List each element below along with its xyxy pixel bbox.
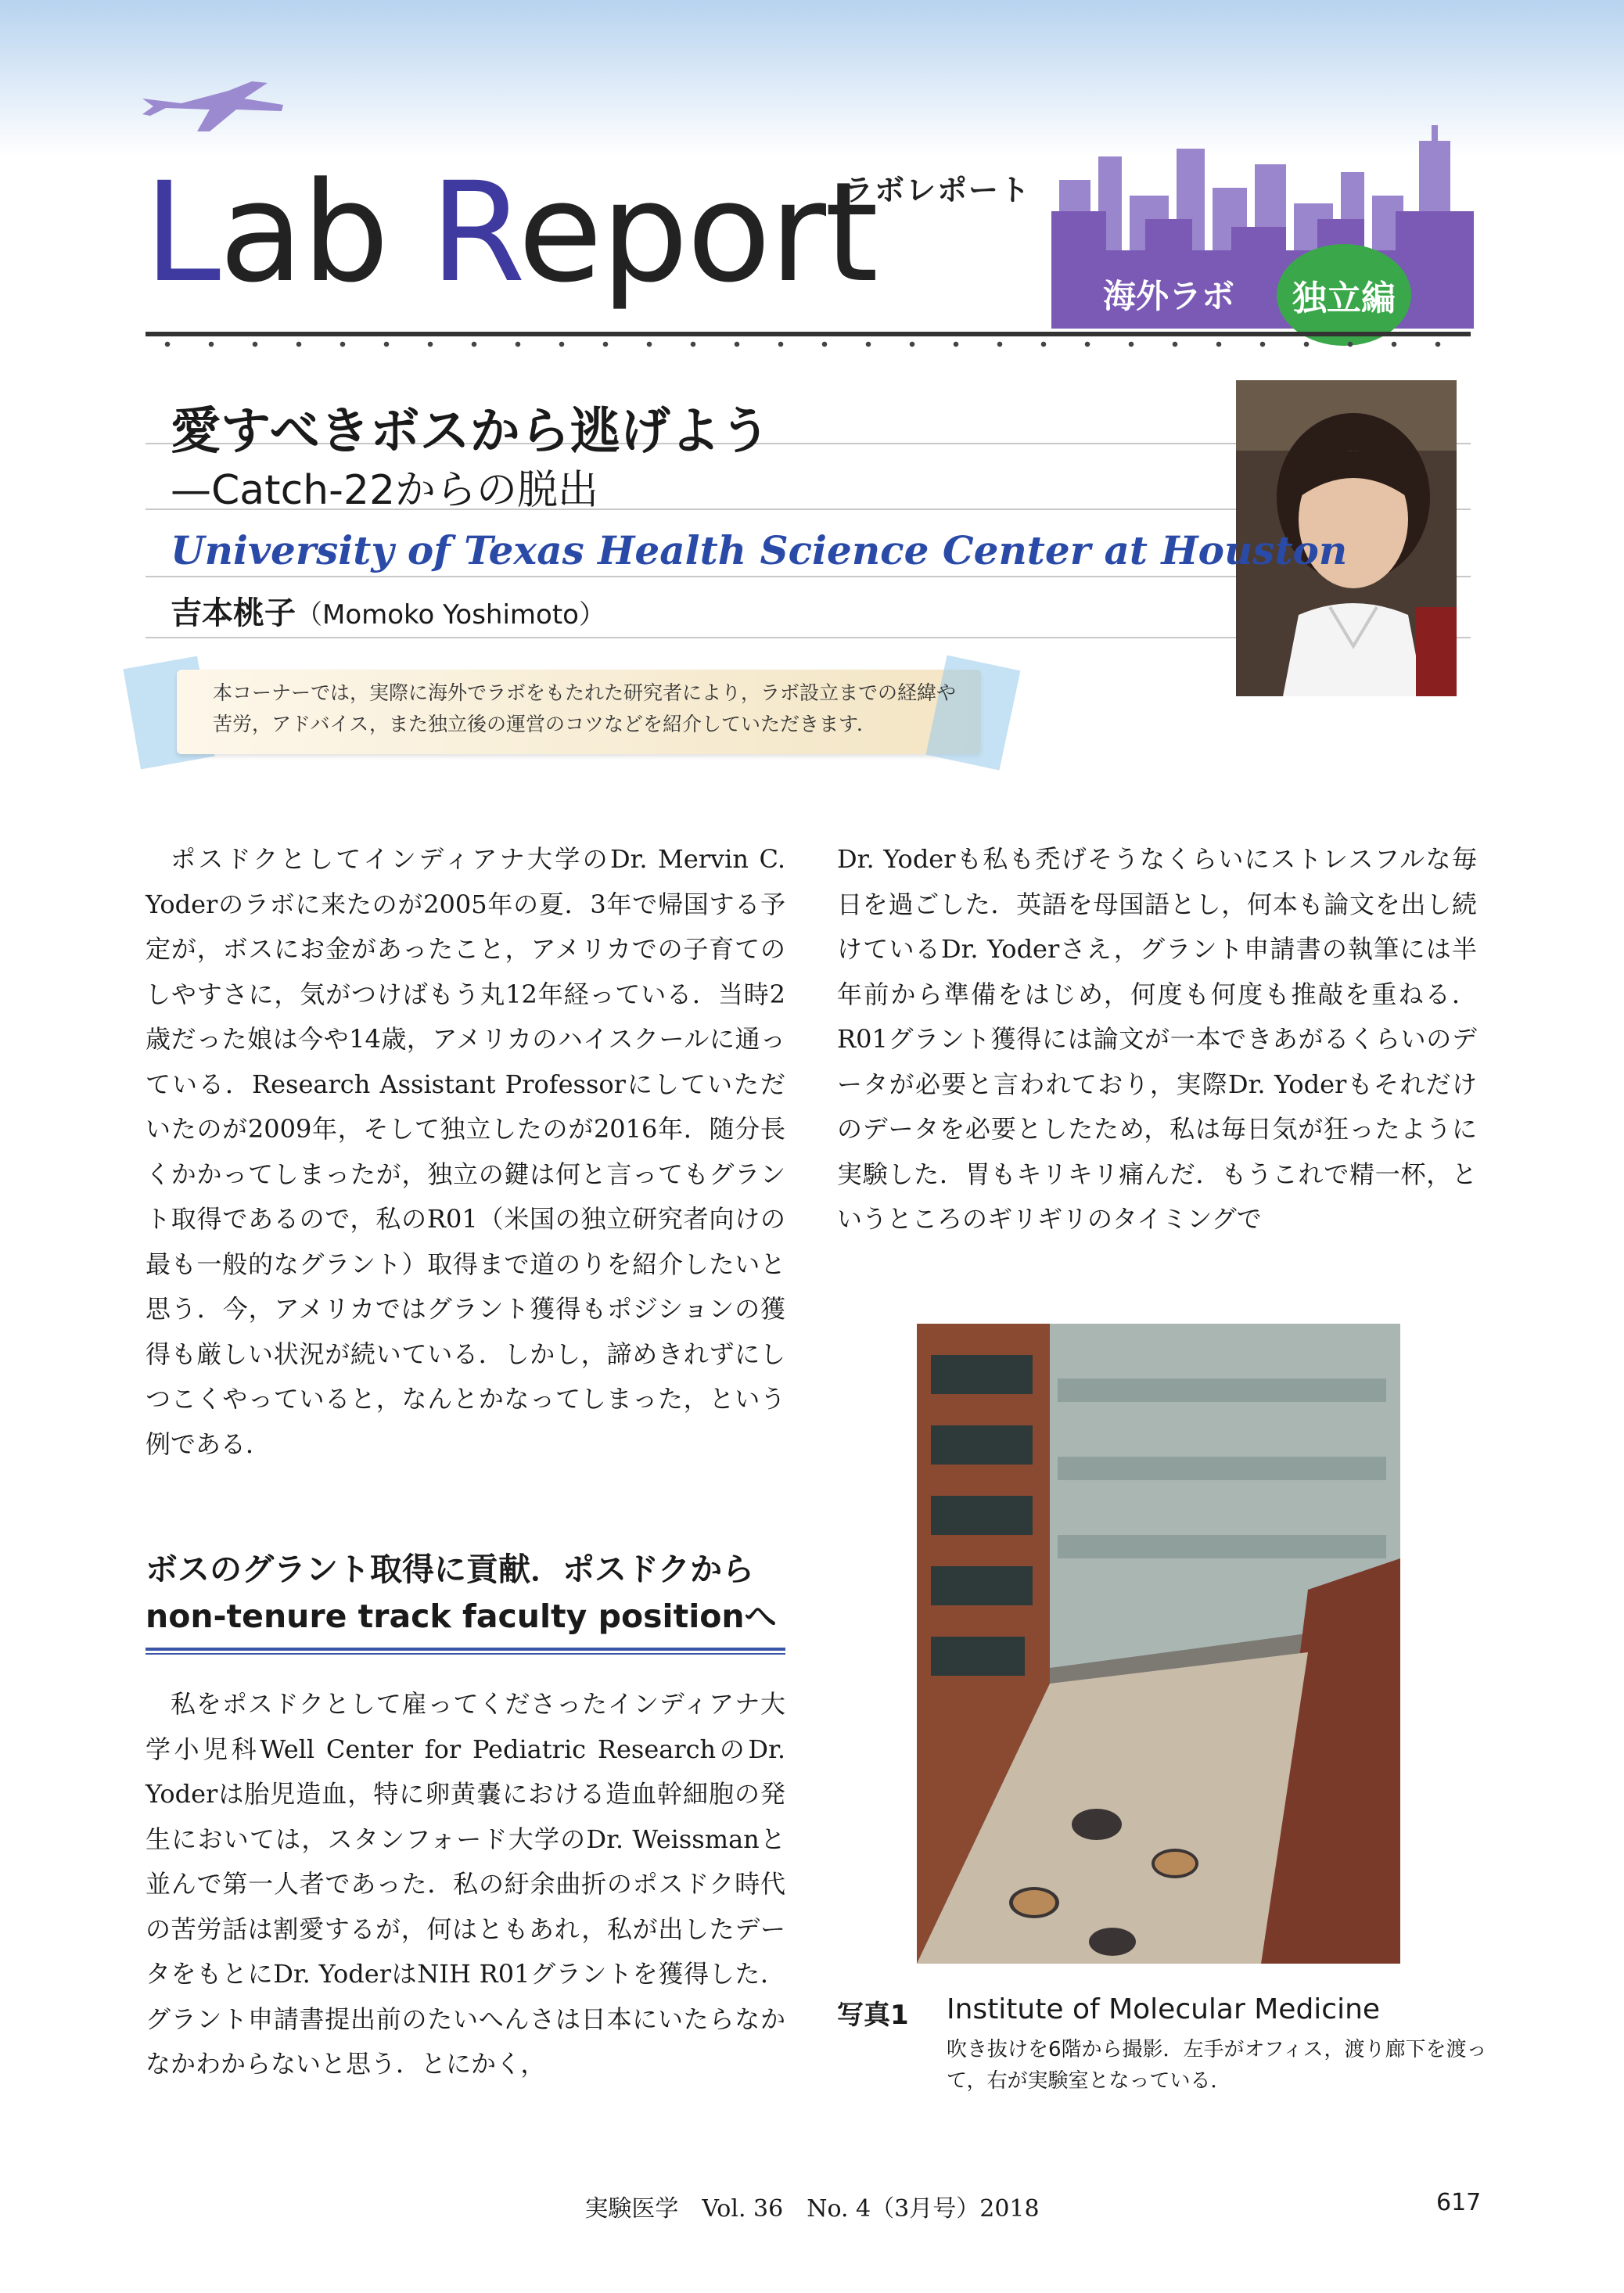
article-subtitle: —Catch-22からの脱出 — [171, 467, 599, 514]
journal-footer: 実験医学 Vol. 36 No. 4（3月号）2018 — [584, 2195, 1040, 2223]
body-paragraph: ポスドクとしてインディアナ大学のDr. Mervin C. Yoderのラボに来たのが2005年の夏．3年で帰国する予定が，ボスにお金があったこと，アメリカでの子育てのしやすさに，気がつけばもう丸12年経っている．当時2歳だった娘は今や14歳，アメリカのハイスクールに通っている．Research Assistant Professorにしていただいたのが2009年，そして独立したのが2016年．随分長くかかってしまったが，独立の鍵は何と言ってもグラント取得であるので，私のR01（米国の独立研究者向けの最も一般的なグラント）取得まで道のりを紹介したいと思う．今，アメリカではグラント獲得もポジションの獲得も厳しい状況が続いている．しかし，諦めきれずにしつこくやっていると，なんとかなってしまった，という例である． — [146, 844, 785, 1459]
header-rule — [146, 332, 1471, 336]
header-dotted-rule — [146, 341, 1471, 347]
body-paragraph: 私をポスドクとして雇ってくださったインディアナ大学小児科Well Center for Pediatric ResearchのDr. Yoderは胎児造血，特に卵黄嚢における造血幹細胞の発生においては，スタンフォード大学のDr. Weissmanと並んで第一人者であった．私の紆余曲折のポスドク時代の苦労話は割愛するが，何はともあれ，私が出したデータをもとにDr. YoderはNIH R01グラントを獲得した．グラント申請書提出前のたいへんさは日本にいたらなかなかわからないと思う．とにかく， — [146, 1689, 785, 2079]
section-rule — [146, 1648, 785, 1651]
lab-report-kana: ラボレポート — [843, 173, 1032, 207]
body-column-right: Dr. Yoderも私も禿げそうなくらいにストレスフルな毎日を過ごした．英語を母国語とし，何本も論文を出し続けているDr. Yoderさえ，グラント申請書の執筆には半年前から準備をはじめ，何度も何度も推敲を重ねる．R01グラント獲得には論文が一本できあがるくらいのデータが必要と言われており，実際Dr. Yoderもそれだけのデータを必要としたため，私は毎日気が狂ったように実験した．胃もキリキリ痛んだ．もうこれで精一杯，というところのギリギリのタイミングで — [837, 844, 1477, 1234]
figure-label: 写真1 — [837, 2000, 909, 2031]
body-column-left — [146, 837, 785, 1467]
series-badge: 独立編 — [1277, 244, 1411, 346]
series-label: 海外ラボ — [1103, 277, 1235, 315]
page-number: 617 — [1436, 2189, 1482, 2216]
intro-text: 本コーナーでは，実際に海外でラボをもたれた研究者により，ラボ設立までの経緯や苦労，アドバイス，また独立後の運営のコツなどを紹介していただきます． — [213, 681, 957, 735]
author-name-ja: 吉本桃子 — [171, 595, 296, 631]
author-name-en: （Momoko Yoshimoto） — [296, 599, 605, 631]
atrium-photo — [917, 1324, 1400, 1964]
section-heading: ボスのグラント取得に貢献．ポスドクから non-tenure track faculty positionへ — [146, 1551, 777, 1635]
figure-caption: 吹き抜けを6階から撮影．左手がオフィス，渡り廊下を渡って，右が実験室となっている． — [947, 2038, 1487, 2093]
institution-name: University of Texas Health Science Center at Houston — [171, 527, 1348, 573]
author-name — [171, 588, 605, 633]
airplane-icon — [135, 67, 291, 146]
body-column-left-lower — [146, 1682, 785, 2087]
lab-report-logo: Lab Report — [144, 153, 878, 313]
figure-title: Institute of Molecular Medicine — [947, 1993, 1381, 2025]
section-rule — [146, 1653, 785, 1655]
article-title: 愛すべきボスから逃げよう — [171, 403, 771, 461]
